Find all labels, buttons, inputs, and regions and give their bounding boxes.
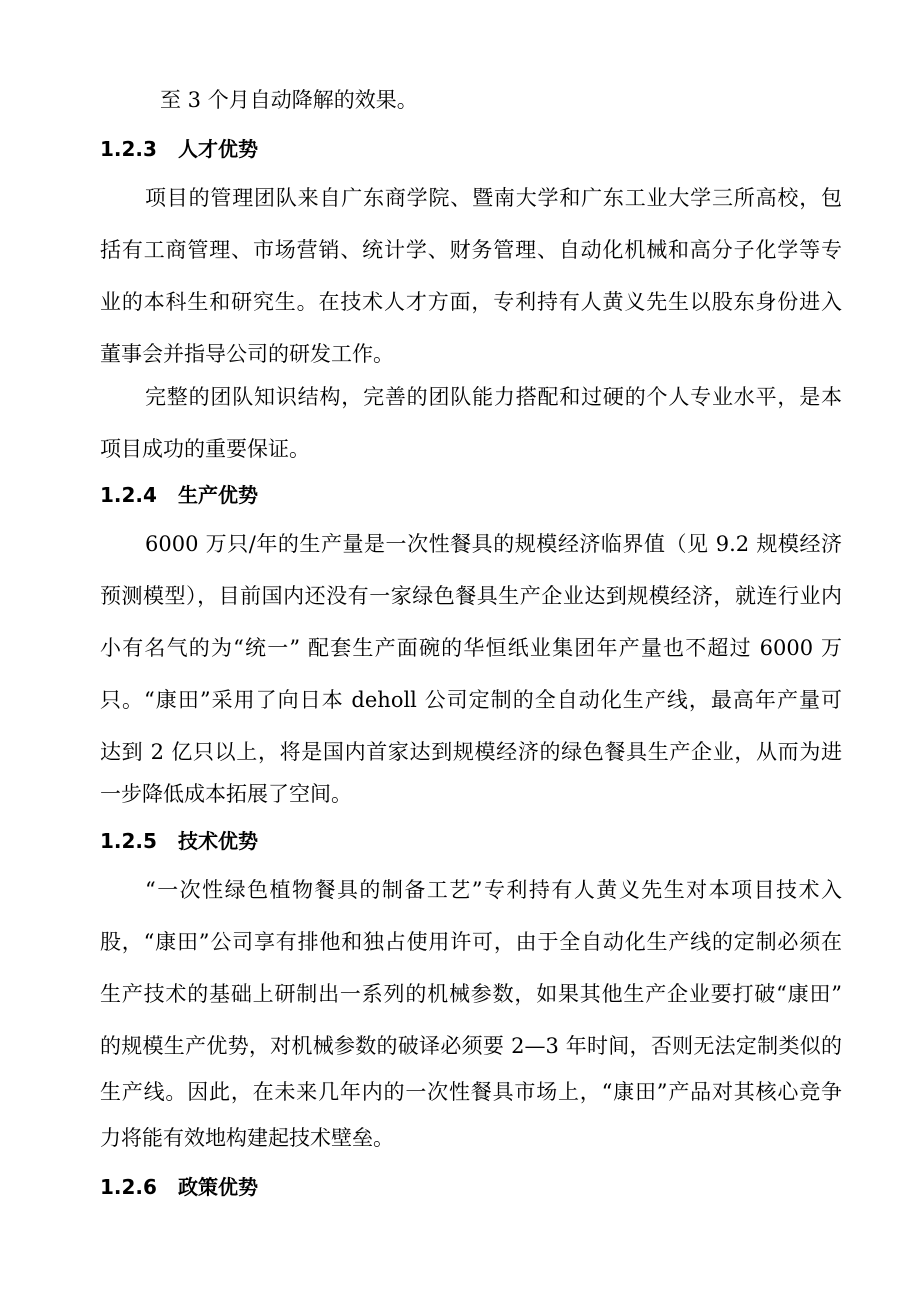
paragraph-line: 股，“康田”公司享有排他和独占使用许可，由于全自动化生产线的定制必须在 [100,930,842,954]
section-number: 1.2.3 [100,137,157,161]
paragraph-line: 括有工商管理、市场营销、统计学、财务管理、自动化机械和高分子化学等专 [100,238,842,262]
paragraph-line: 项目的管理团队来自广东商学院、暨南大学和广东工业大学三所高校，包 [145,186,842,210]
paragraph-line: 董事会并指导公司的研发工作。 [100,342,394,366]
section-title: 人才优势 [178,137,258,161]
paragraph-line: 力将能有效地构建起技术壁垒。 [100,1126,394,1150]
paragraph-line: 一步降低成本拓展了空间。 [100,782,352,806]
section-number: 1.2.6 [100,1175,157,1199]
section-title: 技术优势 [178,829,258,853]
paragraph-line: 只。“康田”采用了向日本 deholl 公司定制的全自动化生产线，最高年产量可 [100,688,842,712]
paragraph-line: 的规模生产优势，对机械参数的破译必须要 2—3 年时间，否则无法定制类似的 [100,1034,842,1058]
section-title: 生产优势 [178,483,258,507]
paragraph-line: 完整的团队知识结构，完善的团队能力搭配和过硬的个人专业水平，是本 [145,385,842,409]
section-heading-1-2-3 [100,136,258,162]
paragraph-line: 预测模型），目前国内还没有一家绿色餐具生产企业达到规模经济，就连行业内 [100,584,842,608]
section-title: 政策优势 [178,1175,258,1199]
section-heading-1-2-5 [100,828,258,854]
paragraph-line: “一次性绿色植物餐具的制备工艺”专利持有人黄义先生对本项目技术入 [145,878,842,902]
section-number: 1.2.5 [100,829,157,853]
section-heading-1-2-4 [100,482,258,508]
paragraph-line: 小有名气的为“统一” 配套生产面碗的华恒纸业集团年产量也不超过 6000 万 [100,636,842,660]
intro-line: 至 3 个月自动降解的效果。 [160,88,418,112]
paragraph-line: 业的本科生和研究生。在技术人才方面，专利持有人黄义先生以股东身份进入 [100,290,842,314]
paragraph-line: 达到 2 亿只以上，将是国内首家达到规模经济的绿色餐具生产企业，从而为进 [100,740,842,764]
section-number: 1.2.4 [100,483,157,507]
section-heading-1-2-6 [100,1174,258,1200]
paragraph-line: 项目成功的重要保证。 [100,437,310,461]
paragraph-line: 生产线。因此，在未来几年内的一次性餐具市场上，“康田”产品对其核心竞争 [100,1080,842,1104]
paragraph-line: 生产技术的基础上研制出一系列的机械参数，如果其他生产企业要打破“康田” [100,982,842,1006]
paragraph-line: 6000 万只/年的生产量是一次性餐具的规模经济临界值（见 9.2 规模经济 [145,532,842,556]
